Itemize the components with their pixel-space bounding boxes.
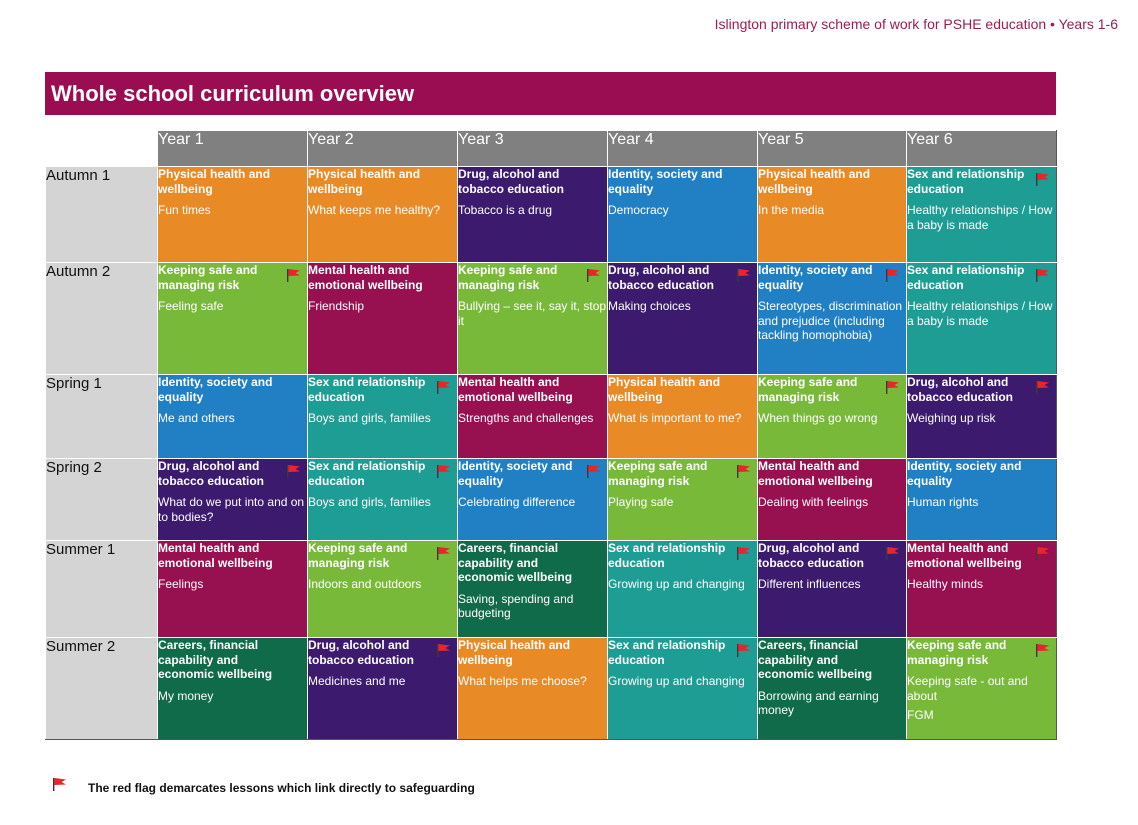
year-header: Year 3 [458,131,608,167]
topic-title: Identity, society and equality [907,459,1022,488]
red-flag-icon [436,464,452,478]
lesson-title: Democracy [608,203,669,217]
lesson-title: Saving, spending and budgeting [458,591,574,620]
lesson-cell [458,459,608,541]
lesson-cell [608,263,758,375]
term-label: Spring 1 [46,375,158,459]
term-row [46,375,1057,459]
topic-title: Physical health and wellbeing [758,167,871,196]
topic-title: Drug, alcohol and tobacco education [158,459,265,488]
red-flag-icon [736,546,752,560]
topic-title: Physical health and wellbeing [608,375,721,404]
topic-title: Physical health and wellbeing [158,167,271,196]
topic-title: Careers, financial capability and economic wellbeing [458,541,573,584]
red-flag-icon [586,464,602,478]
red-flag-icon [286,464,302,478]
topic-title: Sex and relationship education [608,541,726,570]
term-row [46,459,1057,541]
red-flag-icon [1035,268,1051,282]
lesson-cell [907,541,1057,638]
year-header: Year 6 [907,131,1057,167]
lesson-title: Friendship [308,299,365,313]
lesson-cell [758,541,907,638]
document-header: Islington primary scheme of work for PSHE education • Years 1-6 [714,16,1118,32]
topic-title: Drug, alcohol and tobacco education [308,638,415,667]
topic-title: Careers, financial capability and economic wellbeing [158,638,273,681]
red-flag-icon [1035,546,1051,560]
lesson-cell [458,263,608,375]
red-flag-icon [736,464,752,478]
lesson-cell [907,167,1057,263]
term-label: Autumn 2 [46,263,158,375]
lesson-title: Feelings [158,577,204,591]
curriculum-grid [45,130,1057,740]
lesson-cell [758,459,907,541]
topic-title: Mental health and emotional wellbeing [458,375,573,404]
term-row [46,638,1057,740]
topic-title: Keeping safe and managing risk [758,375,858,404]
lesson-title: Fun times [158,203,211,217]
red-flag-icon [436,643,452,657]
red-flag-icon [1035,380,1051,394]
topic-title: Mental health and emotional wellbeing [758,459,873,488]
legend [52,777,475,795]
topic-title: Physical health and wellbeing [308,167,421,196]
legend-text: The red flag demarcates lessons which link directly to safeguarding [88,781,475,795]
lesson-title: Healthy minds [907,577,984,591]
year-header-row [46,131,1057,167]
lesson-cell [758,638,907,740]
topic-title: Sex and relationship education [608,638,726,667]
topic-title: Keeping safe and managing risk [158,263,258,292]
corner-cell [46,131,158,167]
lesson-cell [308,638,458,740]
topic-title: Mental health and emotional wellbeing [907,541,1022,570]
term-row [46,541,1057,638]
lesson-cell [158,541,308,638]
lesson-cell [608,375,758,459]
red-flag-icon [1035,172,1051,186]
topic-title: Mental health and emotional wellbeing [308,263,423,292]
lesson-cell [758,263,907,375]
lesson-cell [458,638,608,740]
lesson-cell [608,541,758,638]
lesson-title: What do we put into and on to bodies? [158,495,305,524]
lesson-cell [158,263,308,375]
topic-title: Identity, society and equality [158,375,273,404]
term-label: Autumn 1 [46,167,158,263]
lesson-title: Boys and girls, families [308,495,431,509]
lesson-title: Making choices [608,299,691,313]
lesson-cell [758,375,907,459]
lesson-cell [458,541,608,638]
lesson-cell [308,167,458,263]
lesson-cell [308,375,458,459]
lesson-cell [308,263,458,375]
red-flag-icon [885,268,901,282]
red-flag-icon [52,777,68,791]
page-title: Whole school curriculum overview [45,72,1056,115]
term-row [46,263,1057,375]
year-header: Year 4 [608,131,758,167]
lesson-title: Healthy relationships / How a baby is made [907,203,1053,232]
red-flag-icon [1035,643,1051,657]
topic-title: Physical health and wellbeing [458,638,571,667]
red-flag-icon [885,546,901,560]
topic-title: Drug, alcohol and tobacco education [458,167,565,196]
lesson-cell [158,459,308,541]
topic-title: Identity, society and equality [608,167,723,196]
lesson-title: My money [158,688,214,703]
term-label: Spring 2 [46,459,158,541]
lesson-cell [158,167,308,263]
red-flag-icon [885,380,901,394]
red-flag-icon [436,546,452,560]
lesson-cell [308,459,458,541]
lesson-cell [758,167,907,263]
topic-title: Careers, financial capability and economic wellbeing [758,638,873,681]
topic-title: Mental health and emotional wellbeing [158,541,273,570]
lesson-cell [608,167,758,263]
lesson-cell [608,459,758,541]
topic-title: Sex and relationship education [308,459,426,488]
term-label: Summer 2 [46,638,158,740]
lesson-cell [458,167,608,263]
lesson-title: Stereotypes, discrimination and prejudice (including tackling homophobia) [758,299,903,342]
lesson-title: When things go wrong [758,411,878,425]
lesson-title: Me and others [158,411,235,425]
topic-title: Identity, society and equality [758,263,873,292]
lesson-cell [608,638,758,740]
topic-title: Keeping safe and managing risk [308,541,408,570]
term-row [46,167,1057,263]
lesson-title: Strengths and challenges [458,411,594,425]
lesson-title: Medicines and me [308,674,406,688]
lesson-cell [907,638,1057,740]
lesson-title: Healthy relationships / How a baby is made [907,299,1053,328]
topic-title: Drug, alcohol and tobacco education [608,263,715,292]
lesson-title: Growing up and changing [608,577,745,591]
lesson-title: Borrowing and earning money [758,688,879,717]
lesson-title: What is important to me? [608,411,742,425]
topic-title: Sex and relationship education [907,263,1025,292]
topic-title: Keeping safe and managing risk [608,459,708,488]
lesson-title: Growing up and changing [608,674,745,688]
topic-title: Drug, alcohol and tobacco education [758,541,865,570]
red-flag-icon [736,643,752,657]
lesson-title: Human rights [907,495,979,509]
lesson-title: Dealing with feelings [758,495,869,509]
lesson-cell [458,375,608,459]
year-header: Year 2 [308,131,458,167]
lesson-title: What keeps me healthy? [308,203,441,217]
term-label: Summer 1 [46,541,158,638]
topic-title: Identity, society and equality [458,459,573,488]
lesson-title: Boys and girls, families [308,411,431,425]
topic-title: Keeping safe and managing risk [907,638,1007,667]
lesson-title-extra: FGM [907,708,934,722]
red-flag-icon [736,268,752,282]
lesson-title: Different influences [758,577,861,591]
red-flag-icon [586,268,602,282]
lesson-title: What helps me choose? [458,674,587,688]
topic-title: Keeping safe and managing risk [458,263,558,292]
year-header: Year 5 [758,131,907,167]
lesson-cell [308,541,458,638]
topic-title: Sex and relationship education [907,167,1025,196]
lesson-title: In the media [758,203,825,217]
lesson-cell [907,459,1057,541]
red-flag-icon [436,380,452,394]
lesson-cell [158,638,308,740]
lesson-cell [158,375,308,459]
lesson-title: Weighing up risk [907,411,996,425]
year-header: Year 1 [158,131,308,167]
lesson-cell [907,375,1057,459]
lesson-title: Keeping safe - out and about [907,674,1028,703]
lesson-title: Celebrating difference [458,495,576,509]
lesson-cell [907,263,1057,375]
topic-title: Drug, alcohol and tobacco education [907,375,1014,404]
topic-title: Sex and relationship education [308,375,426,404]
lesson-title: Feeling safe [158,299,224,313]
lesson-title: Indoors and outdoors [308,577,422,591]
lesson-title: Playing safe [608,495,674,509]
lesson-title: Tobacco is a drug [458,203,553,217]
lesson-title: Bullying – see it, say it, stop it [458,299,607,328]
red-flag-icon [286,268,302,282]
